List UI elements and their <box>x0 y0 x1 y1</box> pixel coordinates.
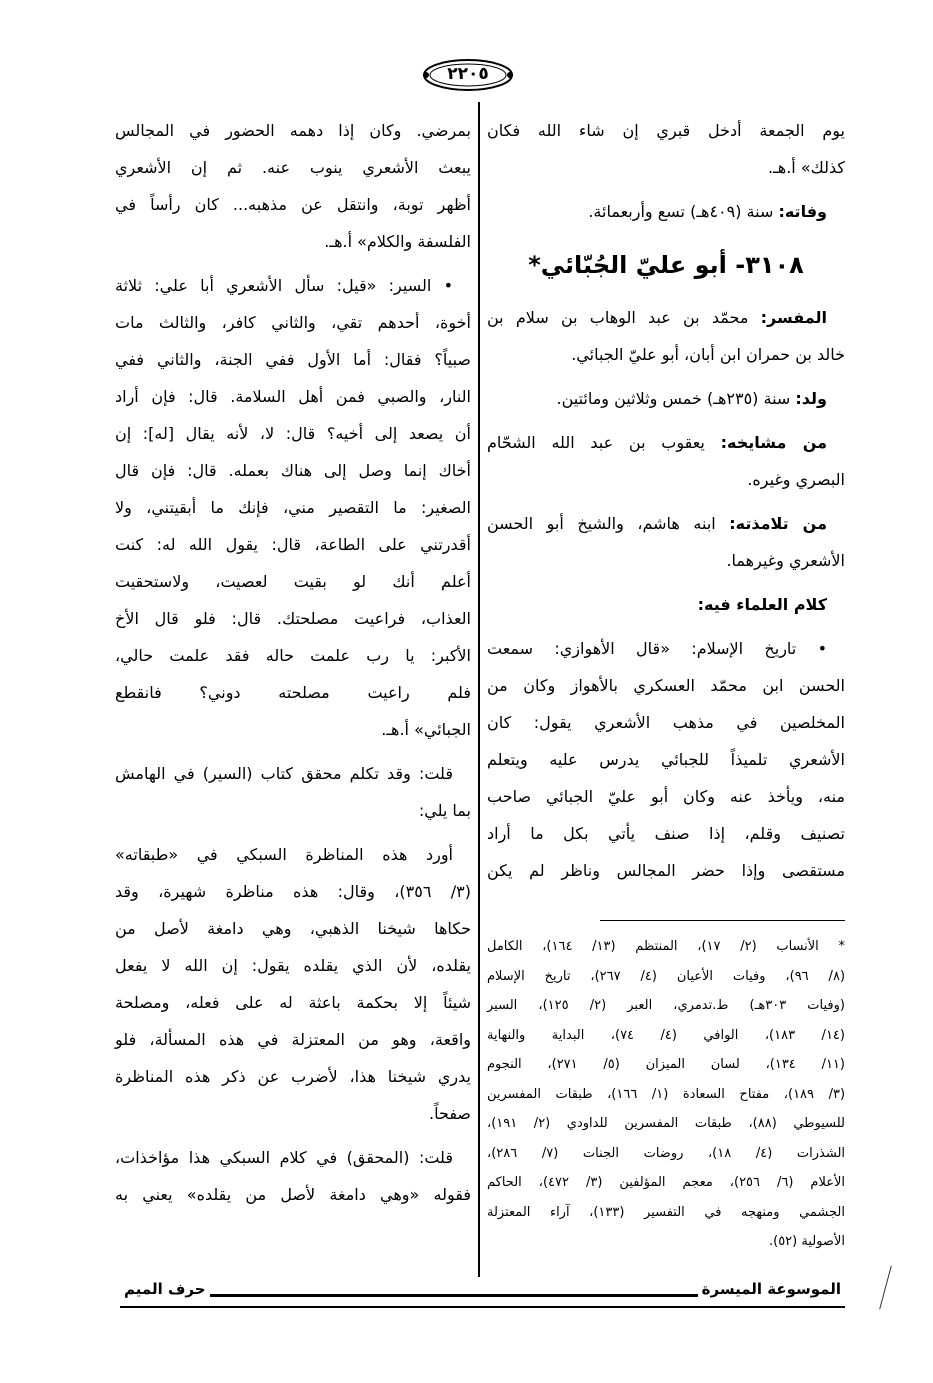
text-line <box>115 792 471 829</box>
paragraph <box>487 630 845 889</box>
text-line <box>487 586 845 623</box>
line-text: مستقصى وإذا حضر المجالس وناظر لم يكن <box>487 861 845 880</box>
page-footer <box>120 1280 845 1310</box>
text-line <box>115 415 471 452</box>
footnote-line: (وفيات ٣٠٣هـ) ط.تدمري، العبر (٢/ ١٢٥)، السير <box>487 998 845 1013</box>
field-label: وفاته: <box>778 202 827 221</box>
line-text: أن يصعد إلى أخيه؟ قال: لا، لأنه يقال [له]: إن <box>115 424 471 443</box>
text-line <box>487 704 845 741</box>
line-text: العذاب، فراعيت مصلحتك. قال: فلو قال الأخ <box>115 609 471 628</box>
column-divider <box>478 102 480 1277</box>
text-line <box>115 267 471 304</box>
footnote-line: الجشمي ومنهجه في التفسير (١٣٣)، آراء المعتزلة <box>487 1204 845 1220</box>
text-line <box>115 452 471 489</box>
text-line <box>487 112 845 149</box>
paragraph <box>487 112 845 186</box>
text-line <box>487 461 845 498</box>
footnotes <box>487 932 845 1257</box>
line-text: صبياً؟ فقال: أما الأول ففي الجنة، والثاني ففي <box>115 350 471 369</box>
line-text: يعقوب بن عبد الله الشحّام <box>487 433 721 452</box>
text-line <box>487 630 845 667</box>
line-text: الأشعري تلميذاً للجبائي يدرس عليه ويتعلم <box>487 750 845 769</box>
text-line <box>115 910 471 947</box>
paragraph <box>487 586 845 623</box>
paragraph <box>487 193 845 230</box>
footnote-line: الشذرات (٤/ ١٨)، روضات الجنات (٧/ ٢٨٦)، <box>487 1145 846 1161</box>
section-title: حرف الميم <box>120 1280 210 1298</box>
text-line <box>115 600 471 637</box>
footer-rule-bottom <box>120 1306 845 1308</box>
text-line <box>115 1058 471 1095</box>
field-label: كلام العلماء فيه: <box>697 595 827 614</box>
line-text: • تاريخ الإسلام: «قال الأهوازي: سمعت <box>487 639 827 658</box>
entry-heading: ٣١٠٨- أبو عليّ الجُبّائي* <box>528 251 804 279</box>
text-line <box>115 1021 471 1058</box>
line-text: قلت: وقد تكلم محقق كتاب (السير) في الهامش <box>115 764 453 783</box>
footnote-line: * الأنساب (٢/ ١٧)، المنتظم (١٣/ ١٦٤)، الكامل <box>487 939 846 954</box>
text-line <box>115 304 471 341</box>
line-text: أقدرتني على الطاعة، قال: يقول الله له: كنت <box>115 535 471 554</box>
line-text: محمّد بن عبد الوهاب بن سلام بن <box>487 308 761 327</box>
right-column <box>487 112 845 896</box>
left-column <box>115 112 471 1220</box>
text-line <box>115 637 471 674</box>
line-text: فقوله «وهي دامغة لأصل من يقلده» يعني به <box>115 1185 471 1204</box>
text-line <box>487 741 845 778</box>
paragraph <box>487 505 845 579</box>
footnote-line: الأصولية (٥٢). <box>768 1234 845 1249</box>
line-text: خالد بن حمران ابن أبان، أبو عليّ الجبائي. <box>571 345 845 364</box>
text-line <box>115 563 471 600</box>
text-line <box>115 984 471 1021</box>
paragraph <box>115 836 471 1132</box>
line-text: الحسن ابن محمّد العسكري بالأهواز وكان من <box>487 676 845 695</box>
field-label: ولد: <box>795 389 827 408</box>
footnote-rule <box>600 920 845 921</box>
text-line <box>487 505 845 542</box>
text-line <box>487 299 845 336</box>
text-line <box>115 341 471 378</box>
line-text: سنة (٤٠٩هـ) تسع وأربعمائة. <box>588 202 779 221</box>
paragraph <box>487 380 845 417</box>
line-text: ابنه هاشم، والشيخ أبو الحسن <box>487 514 730 533</box>
line-text: المخلصين في مذهب الأشعري يقول: كان <box>487 713 845 732</box>
text-line <box>115 378 471 415</box>
line-text: الفلسفة والكلام» أ.هـ. <box>324 232 471 251</box>
text-line <box>115 489 471 526</box>
text-line <box>115 947 471 984</box>
line-text: صفحاً. <box>429 1104 471 1123</box>
line-text: النار، والصبي فمن أهل السلامة. قال: فإن أراد <box>115 387 471 406</box>
page-number-ornament <box>420 58 516 92</box>
line-text: حكاها شيخنا الذهبي، وهي دامغة لأصل من <box>115 919 471 938</box>
text-line <box>115 112 471 149</box>
page-number: ٢٢٠٥ <box>447 64 489 84</box>
text-line <box>115 755 471 792</box>
footnote-line: (٣/ ١٨٩)، مفتاح السعادة (١/ ١٦٦)، طبقات المفسرين <box>487 1086 846 1102</box>
field-label: من مشايخه: <box>720 433 827 452</box>
line-text: (٣/ ٣٥٦)، وقال: هذه مناظرة شهيرة، وقد <box>115 882 471 901</box>
footnote-line: (١٤/ ١٨٣)، الوافي (٤/ ٧٤)، البداية والنهاية <box>487 1027 845 1043</box>
line-text: يوم الجمعة أدخل قبري إن شاء الله فكان <box>487 121 845 140</box>
field-label: المفسر: <box>760 308 827 327</box>
footnote-line: للسيوطي (٨٨)، طبقات المفسرين للداودي (٢/ ١٩١)، <box>487 1116 846 1131</box>
text-line <box>115 711 471 748</box>
book-title: الموسوعة الميسرة <box>698 1280 845 1298</box>
line-text: بمرضي. وكان إذا دهمه الحضور في المجالس <box>115 121 471 140</box>
line-text: الصغير: ما التقصير مني، فإنك ما أبقيتني، ولا <box>115 498 471 517</box>
line-text: فلم راعيت مصلحته دوني؟ فانقطع <box>115 683 471 702</box>
line-text: الأكبر: يا رب علمت حاله فقد علمت حالي، <box>115 646 471 665</box>
text-line <box>115 1095 471 1132</box>
paragraph <box>487 299 845 373</box>
line-text: أورد هذه المناظرة السبكي في «طبقاته» <box>115 845 453 864</box>
line-text: يقلده، لأن الذي يقلده يقول: إن الله لا يفعل <box>115 956 471 975</box>
paragraph <box>115 755 471 829</box>
line-text: أظهر توبة، وانتقل عن مذهبه... كان رأساً في <box>115 195 471 214</box>
text-line <box>115 526 471 563</box>
text-line <box>115 149 471 186</box>
text-line <box>487 542 845 579</box>
line-text: أخوة، أحدهم تقي، والثاني كافر، والثالث مات <box>115 313 471 332</box>
text-line <box>115 1176 471 1213</box>
line-text: تصنيف وقلم، إذا صنف يأتي بكل ما أراد <box>487 824 845 843</box>
line-text: كذلك» أ.هـ. <box>768 158 845 177</box>
text-line <box>115 674 471 711</box>
text-line <box>115 873 471 910</box>
paragraph <box>115 112 471 260</box>
line-text: قلت: (المحقق) في كلام السبكي هذا مؤاخذات، <box>115 1148 453 1167</box>
line-text: بما يلي: <box>418 801 471 820</box>
text-line <box>115 1139 471 1176</box>
paragraph <box>115 267 471 748</box>
text-line <box>487 380 845 417</box>
text-line <box>115 186 471 223</box>
line-text: سنة (٢٣٥هـ) خمس وثلاثين ومائتين. <box>556 389 796 408</box>
text-line <box>487 852 845 889</box>
footnote-line: (١١/ ١٣٤)، لسان الميزان (٥/ ٢٧١)، النجوم <box>487 1057 845 1072</box>
text-line <box>487 149 845 186</box>
line-text: شيئاً إلا بحكمة باعثة له على فعله، ومصلحة <box>115 993 471 1012</box>
line-text: يدري شيخنا هذا، لأضرب عن ذكر هذه المناظرة <box>115 1067 471 1086</box>
text-line <box>115 223 471 260</box>
footnote-line: (٨/ ٩٦)، وفيات الأعيان (٤/ ٢٦٧)، تاريخ الإسلام <box>487 968 846 984</box>
footnote-line: الأعلام (٦/ ٢٥٦)، معجم المؤلفين (٣/ ٤٧٢)، الحاكم <box>487 1175 846 1190</box>
pen-mark <box>879 1266 892 1310</box>
line-text: أخاك إنما وصل إلى هناك بعمله. قال: فإن قال <box>115 461 471 480</box>
line-text: • السير: «قيل: سأل الأشعري أبا علي: ثلاثة <box>115 276 453 295</box>
text-line <box>115 836 471 873</box>
line-text: يبعث الأشعري ينوب عنه. ثم إن الأشعري <box>115 158 471 177</box>
paragraph <box>115 1139 471 1213</box>
text-line <box>487 193 845 230</box>
line-text: أعلم أنك لو بقيت لعصيت، ولاستحقيت <box>115 572 471 591</box>
line-text: الجبائي» أ.هـ. <box>381 720 471 739</box>
text-line <box>487 815 845 852</box>
line-text: منه، ويأخذ عنه وكان أبو عليّ الجبائي صاحب <box>487 787 845 806</box>
text-line <box>487 424 845 461</box>
text-line <box>487 667 845 704</box>
text-line <box>487 336 845 373</box>
line-text: الأشعري وغيرهما. <box>726 551 845 570</box>
line-text: واقعة، وهو من المعتزلة في هذه المسألة، فلو <box>115 1030 471 1049</box>
line-text: البصري وغيره. <box>747 470 845 489</box>
paragraph <box>487 424 845 498</box>
text-line <box>487 778 845 815</box>
field-label: من تلامذته: <box>729 514 827 533</box>
